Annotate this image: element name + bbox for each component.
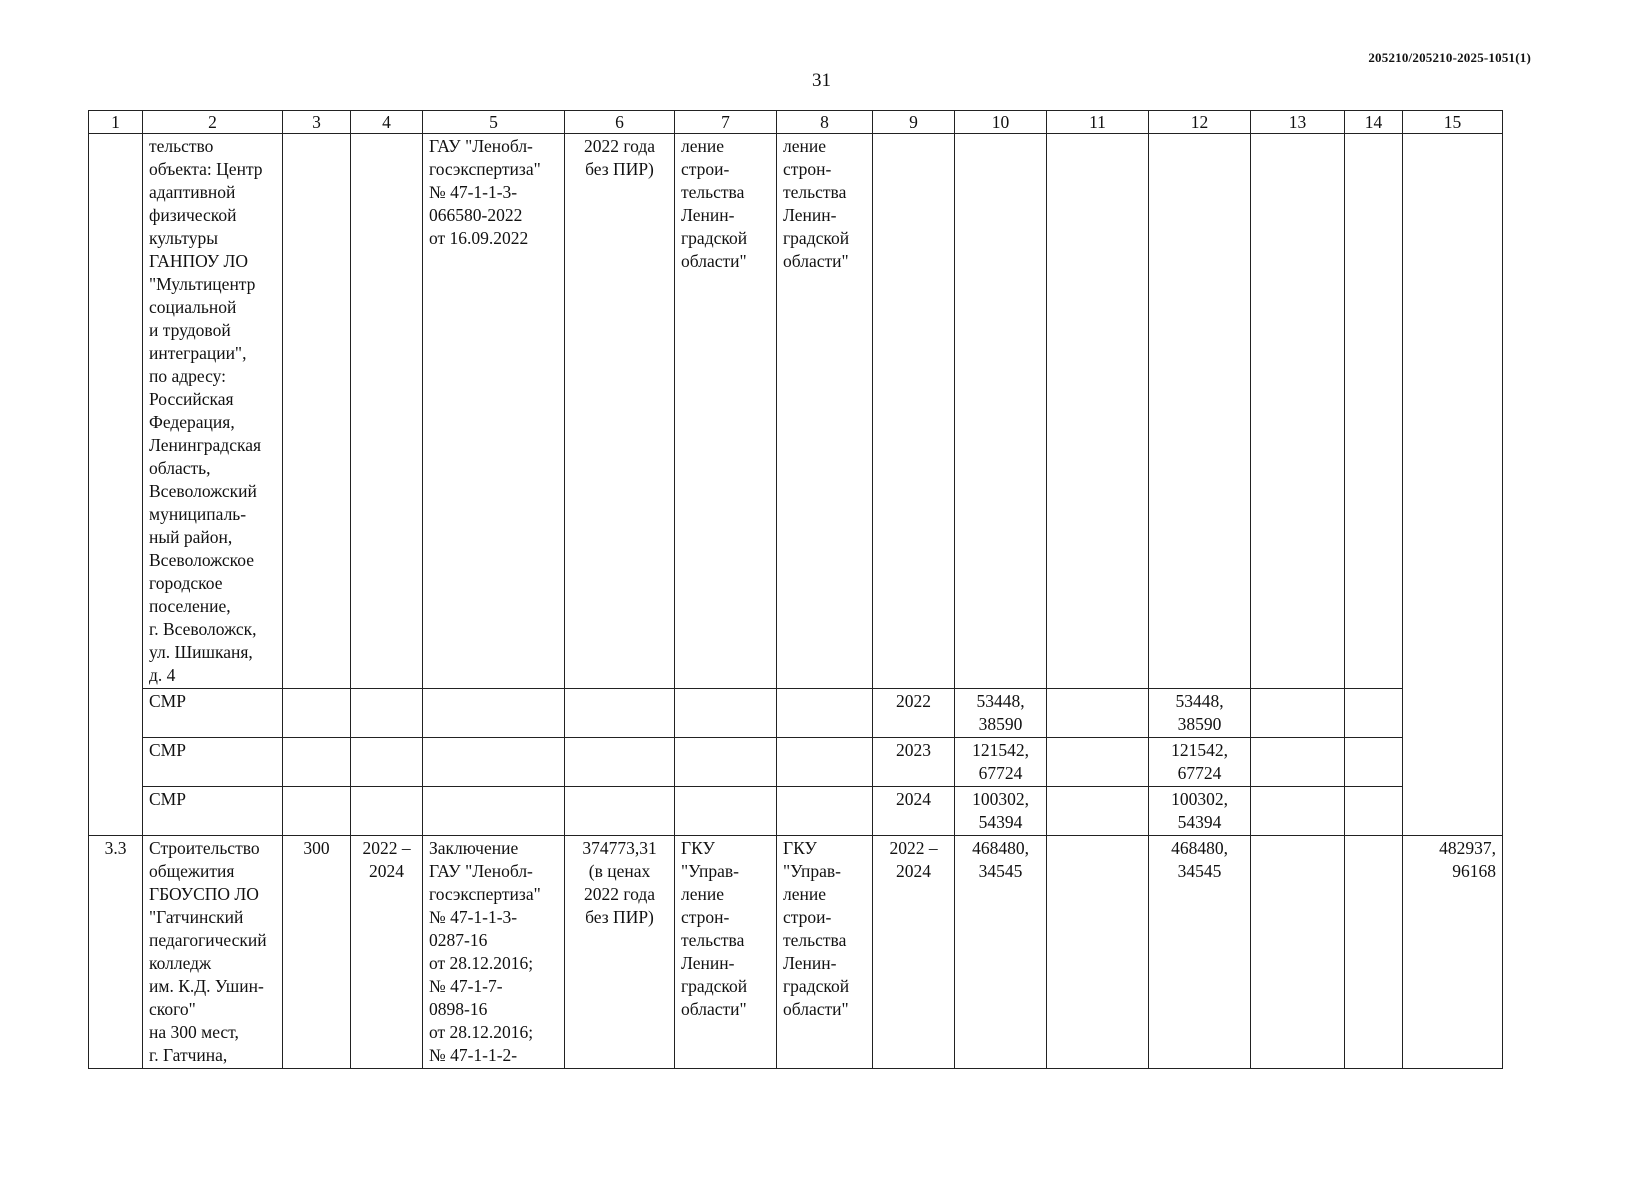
table-cell [1345, 689, 1403, 738]
table-cell [1251, 787, 1345, 836]
object-description: тельство объекта: Центр адаптивной физической культуры ГАНПОУ ЛО "Мультицентр социальной и трудовой интеграции", по адресу: Российская Федерация, Ленинградская область, Всеволожский муниципаль- ный район, Всеволожское городское поселение, г. Всеволожск, ул. Шишканя, д. 4 [143, 134, 283, 689]
column-header: 13 [1251, 111, 1345, 134]
column-header: 4 [351, 111, 423, 134]
column-header: 2 [143, 111, 283, 134]
table-cell [1251, 738, 1345, 787]
page-number: 31 [812, 70, 831, 91]
year-cell: 2022 [873, 689, 955, 738]
table-row [89, 689, 1503, 738]
table-cell [423, 738, 565, 787]
column-header: 3 [283, 111, 351, 134]
table-cell [423, 787, 565, 836]
table-cell [1345, 738, 1403, 787]
table-cell [1149, 134, 1251, 689]
table-row [89, 134, 1503, 689]
expertise-conclusion: ГАУ "Ленобл- госэкспертиза" № 47-1-1-3- 066580-2022 от 16.09.2022 [423, 134, 565, 689]
document-id: 205210/205210-2025-1051(1) [1368, 50, 1531, 65]
table-cell [1251, 689, 1345, 738]
smr-label: СМР [143, 689, 283, 738]
year-cell: 2023 [873, 738, 955, 787]
expertise-conclusion: Заключение ГАУ "Ленобл- госэкспертиза" № 47-1-1-3- 0287-16 от 28.12.2016; № 47-1-7- 0898-16 от 28.12.2016; № 47-1-1-2- [423, 836, 565, 1069]
cost-cell: 374773,31 (в ценах 2022 года без ПИР) [565, 836, 675, 1069]
column-header: 1 [89, 111, 143, 134]
table-cell [1403, 134, 1503, 836]
table-cell [351, 738, 423, 787]
table-cell [89, 134, 143, 836]
table-cell [283, 738, 351, 787]
column-header: 7 [675, 111, 777, 134]
table-cell [565, 689, 675, 738]
table-cell [1251, 134, 1345, 689]
column-header: 12 [1149, 111, 1251, 134]
developer-cell: ГКУ "Управ- ление строи- тельства Ленин- градской области" [777, 836, 873, 1069]
table-cell [1345, 836, 1403, 1069]
customer-cell: ГКУ "Управ- ление строн- тельства Ленин- градской области" [675, 836, 777, 1069]
row-number: 3.3 [89, 836, 143, 1069]
table-row [89, 738, 1503, 787]
data-table [88, 110, 1503, 1069]
table-cell [283, 134, 351, 689]
table-cell [351, 689, 423, 738]
table-cell [565, 738, 675, 787]
period-cell: 2022 – 2024 [351, 836, 423, 1069]
table-cell [1047, 836, 1149, 1069]
period-cell: 2022 – 2024 [873, 836, 955, 1069]
table-cell [423, 689, 565, 738]
column-header: 8 [777, 111, 873, 134]
developer-cell: ление строн- тельства Ленин- градской области" [777, 134, 873, 689]
header-row [89, 111, 1503, 134]
column-header: 9 [873, 111, 955, 134]
table-cell [1047, 134, 1149, 689]
amount-cell: 121542, 67724 [1149, 738, 1251, 787]
table-cell [777, 738, 873, 787]
amount-cell: 121542, 67724 [955, 738, 1047, 787]
amount-cell: 53448, 38590 [955, 689, 1047, 738]
amount-cell: 100302, 54394 [1149, 787, 1251, 836]
column-header: 5 [423, 111, 565, 134]
column-header: 15 [1403, 111, 1503, 134]
table-cell [777, 787, 873, 836]
table-cell [873, 134, 955, 689]
object-description: Строительство общежития ГБОУСПО ЛО "Гатчинский педагогический колледж им. К.Д. Ушин- ского" на 300 мест, г. Гатчина, [143, 836, 283, 1069]
table-row [89, 836, 1503, 1069]
table-cell [283, 787, 351, 836]
cost-cell: 2022 года без ПИР) [565, 134, 675, 689]
smr-label: СМР [143, 738, 283, 787]
table-cell [1047, 689, 1149, 738]
table-row [89, 787, 1503, 836]
table-cell [675, 738, 777, 787]
table-cell [955, 134, 1047, 689]
table-cell [675, 787, 777, 836]
table-cell [1047, 787, 1149, 836]
column-header: 14 [1345, 111, 1403, 134]
amount-cell: 482937, 96168 [1403, 836, 1503, 1069]
column-header: 11 [1047, 111, 1149, 134]
capacity-cell: 300 [283, 836, 351, 1069]
smr-label: СМР [143, 787, 283, 836]
amount-cell: 100302, 54394 [955, 787, 1047, 836]
table-cell [283, 689, 351, 738]
customer-cell: ление строи- тельства Ленин- градской области" [675, 134, 777, 689]
table-cell [351, 134, 423, 689]
year-cell: 2024 [873, 787, 955, 836]
table-cell [1251, 836, 1345, 1069]
table-cell [565, 787, 675, 836]
table-cell [1047, 738, 1149, 787]
amount-cell: 468480, 34545 [955, 836, 1047, 1069]
table-cell [675, 689, 777, 738]
amount-cell: 53448, 38590 [1149, 689, 1251, 738]
table-cell [1345, 134, 1403, 689]
table-cell [1345, 787, 1403, 836]
table-cell [351, 787, 423, 836]
column-header: 6 [565, 111, 675, 134]
table-cell [777, 689, 873, 738]
amount-cell: 468480, 34545 [1149, 836, 1251, 1069]
column-header: 10 [955, 111, 1047, 134]
